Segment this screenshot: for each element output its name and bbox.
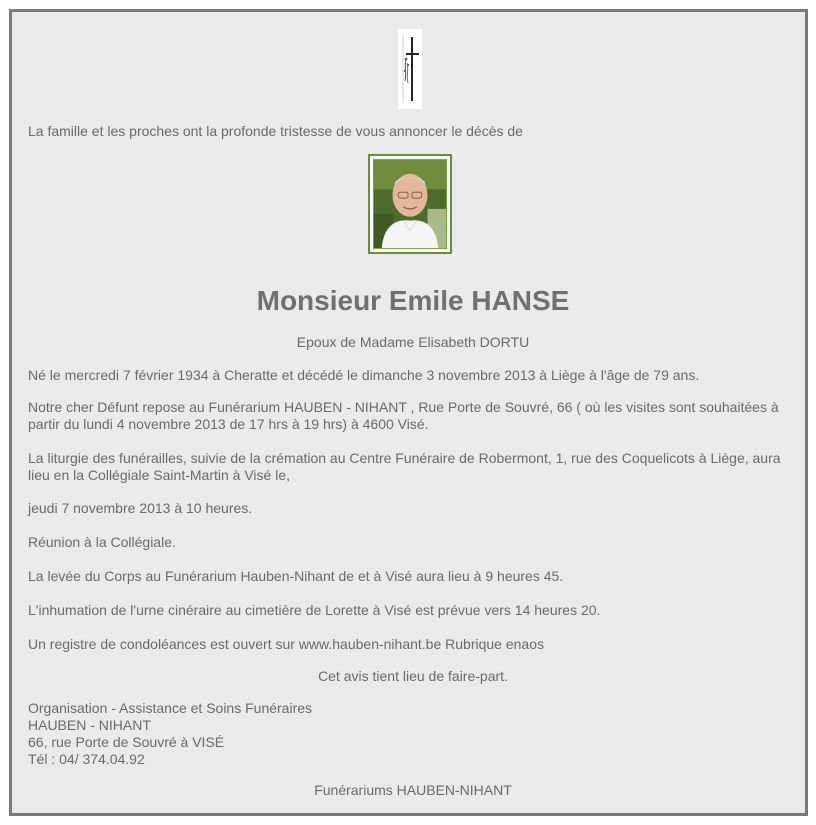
- deceased-name: Monsieur Emile HANSE: [256, 285, 570, 316]
- birth-death-text: Né le mercredi 7 février 1934 à Cheratte et décédé le dimanche 3 novembre 2013 à Liège à l'âge de 79 ans.: [28, 367, 700, 383]
- spouse-text: Epoux de Madame Elisabeth DORTU: [296, 334, 530, 350]
- notice-text: Cet avis tient lieu de faire-part.: [318, 668, 508, 684]
- register-text: Un registre de condoléances est ouvert sur www.hauben-nihant.be Rubrique enaos: [28, 636, 544, 652]
- organisation-line: Organisation - Assistance et Soins Funéraires: [28, 700, 313, 716]
- portrait-photo: [368, 154, 452, 254]
- liturgy-text: La liturgie des funérailles, suivie de la crémation au Centre Funéraire de Robermont, 1, rue des Coquelicots à Liège, aura lieu en la Collégiale Saint-Martin à Visé le,: [28, 450, 781, 483]
- footer-text: Funérariums HAUBEN-NIHANT: [314, 782, 512, 798]
- repose-text: Notre cher Défunt repose au Funérarium HAUBEN - NIHANT , Rue Porte de Souvré, 66 ( où les visites sont souhaitées à partir du lundi 4 novembre 2013 de 17 hrs à 19 hrs) à 4600 Visé.: [28, 399, 779, 432]
- cross-icon: [398, 29, 422, 109]
- ceremony-date: jeudi 7 novembre 2013 à 10 heures.: [28, 500, 253, 516]
- organisation-phone: Tél : 04/ 374.04.92: [28, 751, 145, 767]
- organisation-address: 66, rue Porte de Souvré à VISÉ: [28, 734, 225, 750]
- organisation-block: [28, 700, 798, 768]
- organisation-name: HAUBEN - NIHANT: [28, 717, 151, 733]
- intro-text: La famille et les proches ont la profonde tristesse de vous annoncer le décès de: [28, 123, 523, 139]
- levee-text: La levée du Corps au Funérarium Hauben-Nihant de et à Visé aura lieu à 9 heures 45.: [28, 568, 564, 584]
- inhumation-text: L'inhumation de l'urne cinéraire au cimetière de Lorette à Visé est prévue vers 14 heures 20.: [28, 602, 601, 618]
- meeting-text: Réunion à la Collégiale.: [28, 534, 176, 550]
- obituary-card: [9, 9, 808, 816]
